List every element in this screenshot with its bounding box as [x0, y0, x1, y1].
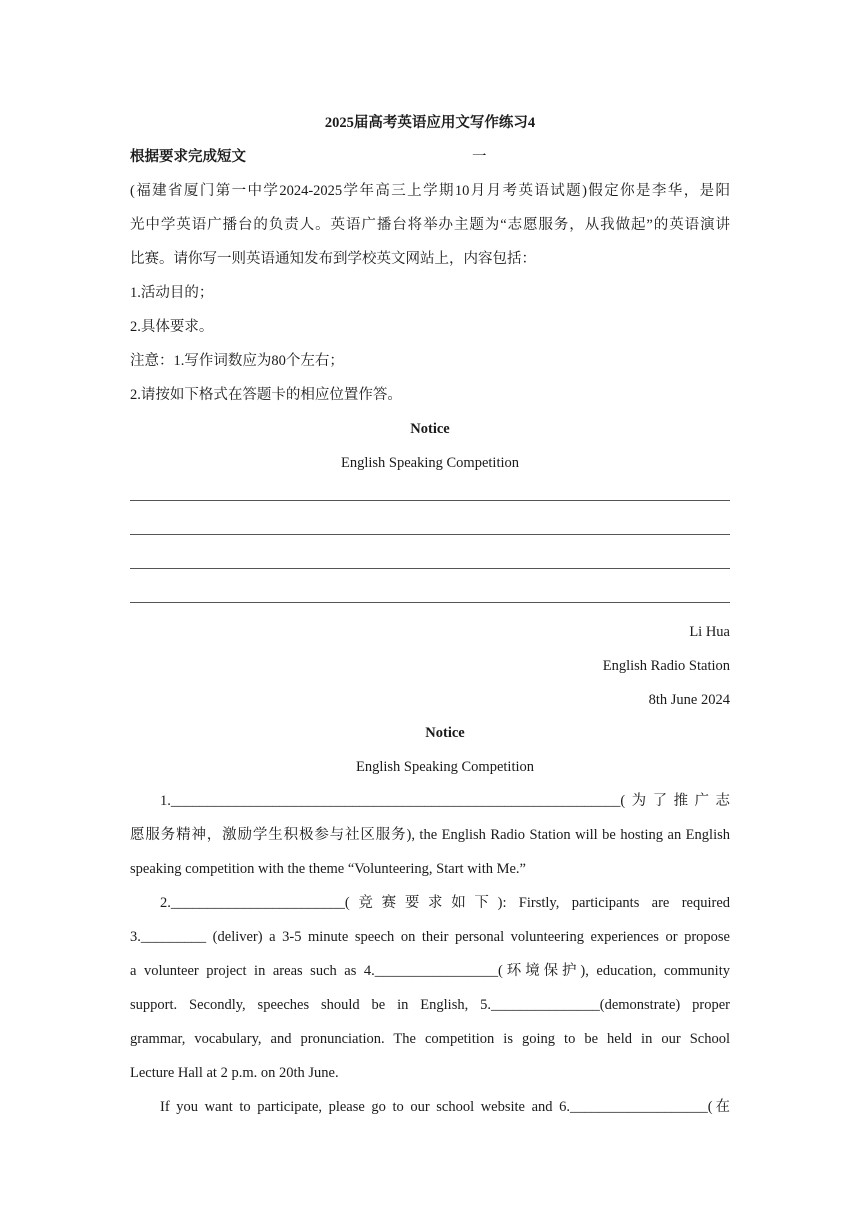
writing-line-3 — [130, 568, 730, 569]
section-heading: 根据要求完成短文 — [130, 149, 246, 165]
prompt-note-2: 2.请按如下格式在答题卡的相应位置作答。 — [130, 387, 402, 403]
answer-line-5: 3._________ (deliver) a 3-5 minute speech on their personal volunteering experiences or propose — [130, 929, 730, 945]
writing-line-2 — [130, 534, 730, 535]
signature-name: Li Hua — [689, 624, 730, 640]
answer-line-7: support. Secondly, speeches should be in English, 5._______________(demonstrate) proper — [130, 997, 730, 1013]
prompt-item-1: 1.活动目的； — [130, 285, 214, 301]
answer-line-3: speaking competition with the theme “Volunteering, Start with Me.” — [130, 861, 526, 877]
answer-line-1: 1.______________________________________________________________(为了推广志 — [160, 793, 730, 809]
prompt-note-1: 注意：1.写作词数应为80个左右； — [130, 353, 344, 369]
answer-subheading: English Speaking Competition — [355, 759, 535, 775]
answer-line-4: 2.________________________(竞赛要求如下): Firstly, participants are required — [160, 895, 730, 911]
signature-organization: English Radio Station — [602, 658, 730, 674]
prompt-line-3: 比赛。请你写一则英语通知发布到学校英文网站上，内容包括： — [130, 251, 536, 267]
answer-heading: Notice — [425, 725, 465, 741]
writing-line-4 — [130, 602, 730, 603]
prompt-line-1: (福建省厦门第一中学2024-2025学年高三上学期10月月考英语试题)假定你是李华，是阳 — [130, 183, 730, 199]
answer-line-6: a volunteer project in areas such as 4._________________(环境保护), education, community — [130, 963, 730, 979]
dash-mark: 一 — [472, 149, 487, 165]
prompt-item-2: 2.具体要求。 — [130, 319, 214, 335]
answer-line-10: If you want to participate, please go to our school website and 6.___________________(在 — [160, 1099, 730, 1115]
answer-line-8: grammar, vocabulary, and pronunciation. The competition is going to be held in our School — [130, 1031, 730, 1047]
answer-line-2: 愿服务精神，激励学生积极参与社区服务), the English Radio Station will be hosting an English — [130, 827, 730, 843]
writing-line-1 — [130, 500, 730, 501]
answer-line-9: Lecture Hall at 2 p.m. on 20th June. — [130, 1065, 339, 1081]
signature-date: 8th June 2024 — [648, 692, 730, 708]
document-title: 2025届高考英语应用文写作练习4 — [324, 115, 536, 131]
template-heading: Notice — [410, 421, 450, 437]
prompt-line-2: 光中学英语广播台的负责人。英语广播台将举办主题为“志愿服务，从我做起”的英语演讲 — [130, 217, 730, 233]
template-subheading: English Speaking Competition — [340, 455, 520, 471]
